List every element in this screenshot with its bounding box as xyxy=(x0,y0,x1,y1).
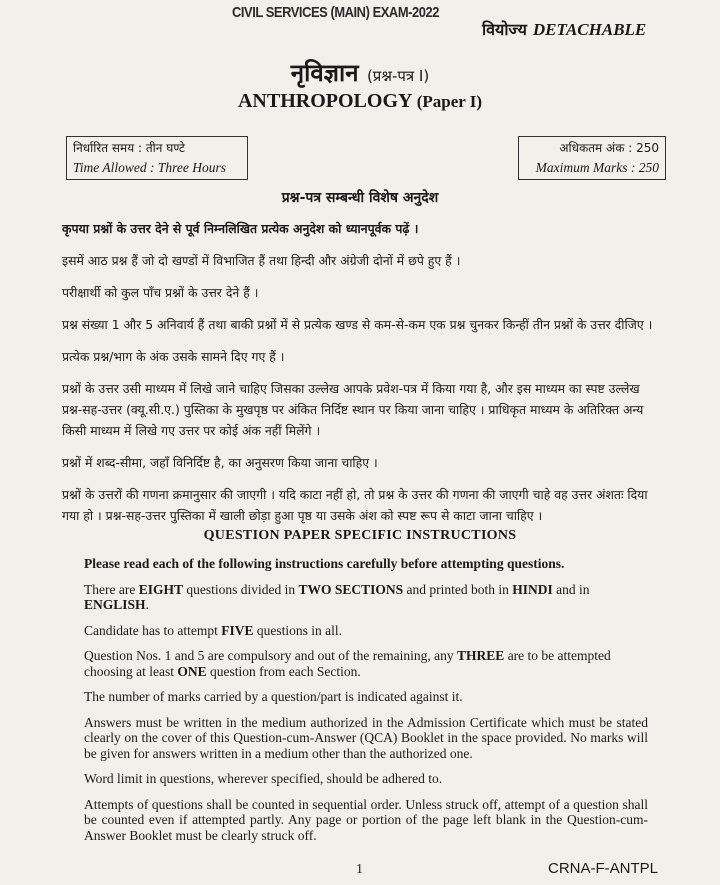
time-allowed-box xyxy=(66,136,248,180)
detachable-hindi: वियोज्य xyxy=(482,20,527,39)
paper-code: CRNA-F-ANTPL xyxy=(548,860,659,877)
exam-banner: CIVIL SERVICES (MAIN) EXAM-2022 xyxy=(232,4,439,21)
hindi-instruction-item: प्रश्नों के उत्तरों की गणना क्रमानुसार की जाएगी । यदि काटा नहीं हो, तो प्रश्न के उत्तर की गणना की जाएगी चाहे वह उत्तर अंशतः दिया गया हो । प्रश्न-सह-उत्तर पुस्तिका में खाली छोड़ा हुआ पृष्ठ या उसके अंश को स्पष्ट रूप से काटा जाना चाहिए । xyxy=(62,487,648,523)
time-allowed-english: Time Allowed : Three Hours xyxy=(73,160,227,175)
hindi-instruction-item: प्रश्नों के उत्तर उसी माध्यम में लिखे जाने चाहिए जिसका उल्लेख आपके प्रवेश-पत्र में किया गया है, और इस माध्यम का स्पष्ट उल्लेख प्रश्न-सह-उत्तर (क्यू.सी.ए.) पुस्तिका के मुखपृष्ठ पर अंकित निर्दिष्ट स्थान पर किया जाना चाहिए । प्राधिकृत माध्यम के अतिरिक्त अन्य किसी माध्यम में लिखे गए उत्तर पर कोई अंक नहीं मिलेंगे । xyxy=(62,381,644,438)
title-english xyxy=(0,90,720,113)
hindi-instruction-item: इसमें आठ प्रश्न हैं जो दो खण्डों में विभाजित हैं तथा हिन्दी और अंग्रेजी दोनों में छपे हुए हैं । xyxy=(62,253,461,268)
english-instructions-heading: QUESTION PAPER SPECIFIC INSTRUCTIONS xyxy=(203,528,517,543)
english-instructions xyxy=(84,556,648,853)
title-english-text: ANTHROPOLOGY xyxy=(237,90,412,112)
maximum-marks-box xyxy=(518,136,666,180)
page-number: 1 xyxy=(356,862,363,877)
english-instructions-intro: Please read each of the following instructions carefully before attempting questions. xyxy=(84,556,565,571)
title-hindi-text: नृविज्ञान xyxy=(290,59,359,87)
title-hindi xyxy=(0,56,720,89)
hindi-instructions-heading: प्रश्न-पत्र सम्बन्धी विशेष अनुदेश xyxy=(281,190,439,206)
english-instruction-item-5: Answers must be written in the medium authorized in the Admission Certificate which must be stated clearly on the cover of this Question-cum-Answer (QCA) Booklet in the space provided. No marks will be given for answers written in a medium other than the authorized one. xyxy=(84,714,648,761)
hindi-instruction-item: प्रश्न संख्या 1 और 5 अनिवार्य हैं तथा बाकी प्रश्नों में से प्रत्येक खण्ड से कम-से-कम एक प्रश्न चुनकर किन्हीं तीन प्रश्नों के उत्तर दीजिए । xyxy=(62,317,653,332)
time-allowed-hindi: निर्धारित समय : तीन घण्टे xyxy=(73,141,185,155)
detachable-english: DETACHABLE xyxy=(532,20,647,39)
english-instruction-item-2: Candidate has to attempt FIVE questions in all. xyxy=(84,622,342,638)
detachable-label xyxy=(482,18,646,40)
english-instruction-item-3: Question Nos. 1 and 5 are compulsory and out of the remaining, any THREE are to be attempted choosing at least ONE question from each Section. xyxy=(84,648,611,679)
hindi-instructions xyxy=(62,218,658,537)
english-instruction-item-4: The number of marks carried by a question/part is indicated against it. xyxy=(84,689,463,704)
hindi-instruction-item: प्रश्नों में शब्द-सीमा, जहाँ विनिर्दिष्ट है, का अनुसरण किया जाना चाहिए । xyxy=(62,455,378,470)
title-english-paper: (Paper I) xyxy=(416,92,483,111)
maximum-marks-english: Maximum Marks : 250 xyxy=(535,160,659,175)
english-instruction-item-6: Word limit in questions, wherever specified, should be adhered to. xyxy=(84,771,443,786)
maximum-marks-hindi: अधिकतम अंक : 250 xyxy=(559,141,659,155)
english-instruction-item-7: Attempts of questions shall be counted in sequential order. Unless struck off, attempt of a question shall be counted even if attempted partly. Any page or portion of the page left blank in the Question-cum-Answer Booklet must be clearly struck off. xyxy=(84,796,648,843)
hindi-instruction-item: परीक्षार्थी को कुल पाँच प्रश्नों के उत्तर देने हैं । xyxy=(62,285,259,300)
english-instruction-item-1: There are EIGHT questions divided in TWO SECTIONS and printed both in HINDI and in ENGLISH. xyxy=(84,581,590,612)
title-hindi-paper: (प्रश्न-पत्र I) xyxy=(366,67,430,85)
hindi-instruction-item: प्रत्येक प्रश्न/भाग के अंक उसके सामने दिए गए हैं । xyxy=(62,349,285,364)
hindi-instructions-intro: कृपया प्रश्नों के उत्तर देने से पूर्व निम्नलिखित प्रत्येक अनुदेश को ध्यानपूर्वक पढ़ें । xyxy=(62,221,419,236)
